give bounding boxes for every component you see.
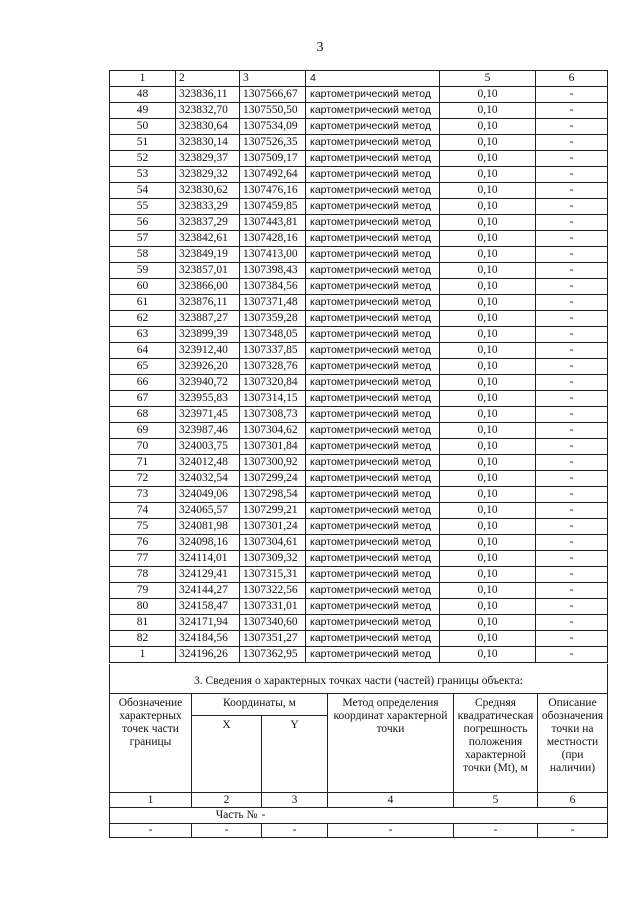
coord-y-cell: 1307301,84: [240, 439, 306, 455]
table-row: [110, 487, 608, 503]
col-number: 6: [538, 793, 608, 808]
description-cell: -: [536, 583, 608, 599]
coord-y-cell: 1307398,43: [240, 263, 306, 279]
coord-y-cell: 1307304,61: [240, 535, 306, 551]
method-cell: картометрический метод: [306, 167, 440, 183]
coord-y-cell: 1307322,56: [240, 583, 306, 599]
point-number-cell: 49: [110, 103, 176, 119]
coord-y-cell: 1307308,73: [240, 407, 306, 423]
coord-x-cell: 324114,01: [176, 551, 240, 567]
section3-title: 3. Сведения о характерных точках части (частей) границы объекта:: [110, 664, 608, 694]
description-cell: -: [536, 439, 608, 455]
coord-x-cell: 323899,39: [176, 327, 240, 343]
coord-x-cell: 324098,16: [176, 535, 240, 551]
error-cell: 0,10: [440, 567, 536, 583]
coord-x-cell: 323857,01: [176, 263, 240, 279]
point-number-cell: 81: [110, 615, 176, 631]
table-row: [110, 471, 608, 487]
description-cell: -: [536, 535, 608, 551]
description-cell: -: [536, 311, 608, 327]
error-cell: 0,10: [440, 135, 536, 151]
coord-y-cell: 1307320,84: [240, 375, 306, 391]
coord-y-cell: 1307359,28: [240, 311, 306, 327]
col-coords-header: Координаты, м: [192, 694, 328, 716]
coord-y-cell: 1307309,32: [240, 551, 306, 567]
col-description-header: Описание обозначения точки на местности (при наличии): [538, 694, 608, 793]
table-row: [110, 343, 608, 359]
error-cell: 0,10: [440, 551, 536, 567]
table-row: [110, 551, 608, 567]
point-number-cell: 73: [110, 487, 176, 503]
coord-x-cell: 323830,14: [176, 135, 240, 151]
description-cell: -: [536, 407, 608, 423]
error-cell: 0,10: [440, 423, 536, 439]
table-row: [110, 119, 608, 135]
coord-x-cell: 323849,19: [176, 247, 240, 263]
method-cell: картометрический метод: [306, 407, 440, 423]
point-number-cell: 76: [110, 535, 176, 551]
col-number: 1: [110, 793, 192, 808]
error-cell: 0,10: [440, 391, 536, 407]
description-cell: -: [536, 295, 608, 311]
description-cell: -: [536, 87, 608, 103]
error-cell: 0,10: [440, 455, 536, 471]
method-cell: картометрический метод: [306, 647, 440, 663]
coord-x-cell: 324012,48: [176, 455, 240, 471]
description-cell: -: [536, 615, 608, 631]
table-row: [110, 135, 608, 151]
coord-x-cell: 323832,70: [176, 103, 240, 119]
description-cell: -: [536, 343, 608, 359]
point-number-cell: 66: [110, 375, 176, 391]
table-row: [110, 103, 608, 119]
method-cell: картометрический метод: [306, 215, 440, 231]
coord-x-cell: 323876,11: [176, 295, 240, 311]
table-row: [110, 535, 608, 551]
error-cell: 0,10: [440, 311, 536, 327]
table-row: [110, 311, 608, 327]
error-cell: 0,10: [440, 295, 536, 311]
description-cell: -: [536, 599, 608, 615]
method-cell: картометрический метод: [306, 311, 440, 327]
coord-y-cell: 1307299,21: [240, 503, 306, 519]
coord-x-cell: 323829,37: [176, 151, 240, 167]
col-error-header: Средняя квадратическая погрешность положения характерной точки (Mt), м: [454, 694, 538, 793]
point-number-cell: 75: [110, 519, 176, 535]
description-cell: -: [536, 375, 608, 391]
method-cell: картометрический метод: [306, 375, 440, 391]
error-cell: 0,10: [440, 439, 536, 455]
error-cell: 0,10: [440, 343, 536, 359]
coord-y-cell: 1307534,09: [240, 119, 306, 135]
description-cell: -: [536, 119, 608, 135]
method-cell: картометрический метод: [306, 263, 440, 279]
error-cell: 0,10: [440, 279, 536, 295]
coord-x-cell: 324196,26: [176, 647, 240, 663]
table-row: [110, 423, 608, 439]
description-cell: -: [536, 359, 608, 375]
boundary-points-table: [109, 70, 608, 663]
point-number-cell: 78: [110, 567, 176, 583]
coord-x-cell: 323971,45: [176, 407, 240, 423]
point-number-cell: 56: [110, 215, 176, 231]
empty-cell: -: [328, 824, 454, 838]
description-cell: -: [536, 151, 608, 167]
description-cell: -: [536, 279, 608, 295]
description-cell: -: [536, 631, 608, 647]
coord-y-cell: 1307300,92: [240, 455, 306, 471]
method-cell: картометрический метод: [306, 119, 440, 135]
column-number: 4: [306, 71, 440, 87]
point-number-cell: 80: [110, 599, 176, 615]
error-cell: 0,10: [440, 583, 536, 599]
error-cell: 0,10: [440, 263, 536, 279]
error-cell: 0,10: [440, 87, 536, 103]
empty-cell: -: [110, 824, 192, 838]
method-cell: картометрический метод: [306, 551, 440, 567]
coord-x-cell: 323940,72: [176, 375, 240, 391]
point-number-cell: 74: [110, 503, 176, 519]
point-number-cell: 50: [110, 119, 176, 135]
coord-y-cell: 1307314,15: [240, 391, 306, 407]
table-row: [110, 631, 608, 647]
description-cell: -: [536, 471, 608, 487]
description-cell: -: [536, 215, 608, 231]
method-cell: картометрический метод: [306, 599, 440, 615]
error-cell: 0,10: [440, 167, 536, 183]
description-cell: -: [536, 183, 608, 199]
description-cell: -: [536, 231, 608, 247]
error-cell: 0,10: [440, 519, 536, 535]
page-number: 3: [316, 40, 324, 55]
point-number-cell: 69: [110, 423, 176, 439]
coord-y-cell: 1307428,16: [240, 231, 306, 247]
point-number-cell: 59: [110, 263, 176, 279]
table-row: [110, 247, 608, 263]
coord-y-cell: 1307298,54: [240, 487, 306, 503]
coord-y-cell: 1307315,31: [240, 567, 306, 583]
header-row: [110, 71, 608, 87]
col-designation-header: Обозначение характерных точек части границы: [110, 694, 192, 793]
method-cell: картометрический метод: [306, 199, 440, 215]
table-row: [110, 215, 608, 231]
table-row: [110, 599, 608, 615]
point-number-cell: 64: [110, 343, 176, 359]
coord-x-cell: 323836,11: [176, 87, 240, 103]
table-row: [110, 583, 608, 599]
coord-x-cell: 324065,57: [176, 503, 240, 519]
empty-cell: -: [454, 824, 538, 838]
coord-x-cell: 323955,83: [176, 391, 240, 407]
table-row: [110, 279, 608, 295]
method-cell: картометрический метод: [306, 231, 440, 247]
table-row: [110, 391, 608, 407]
method-cell: картометрический метод: [306, 151, 440, 167]
coord-x-cell: 324049,06: [176, 487, 240, 503]
coord-x-cell: 324032,54: [176, 471, 240, 487]
coord-x-cell: 324144,27: [176, 583, 240, 599]
point-number-cell: 77: [110, 551, 176, 567]
coord-y-cell: 1307362,95: [240, 647, 306, 663]
table-row: [110, 151, 608, 167]
coord-y-cell: 1307550,50: [240, 103, 306, 119]
col-number: 5: [454, 793, 538, 808]
coord-x-cell: 323829,32: [176, 167, 240, 183]
description-cell: -: [536, 423, 608, 439]
method-cell: картометрический метод: [306, 439, 440, 455]
description-cell: -: [536, 103, 608, 119]
description-cell: -: [536, 263, 608, 279]
coord-y-cell: 1307443,81: [240, 215, 306, 231]
coord-y-cell: 1307351,27: [240, 631, 306, 647]
coord-y-cell: 1307340,60: [240, 615, 306, 631]
table-row: [110, 359, 608, 375]
point-number-cell: 63: [110, 327, 176, 343]
point-number-cell: 67: [110, 391, 176, 407]
error-cell: 0,10: [440, 471, 536, 487]
method-cell: картометрический метод: [306, 183, 440, 199]
coord-x-cell: 324129,41: [176, 567, 240, 583]
coord-y-cell: 1307413,00: [240, 247, 306, 263]
error-cell: 0,10: [440, 487, 536, 503]
description-cell: -: [536, 199, 608, 215]
method-cell: картометрический метод: [306, 343, 440, 359]
empty-cell: -: [192, 824, 262, 838]
table-row: [110, 615, 608, 631]
col-number: 4: [328, 793, 454, 808]
coord-y-cell: 1307301,24: [240, 519, 306, 535]
method-cell: картометрический метод: [306, 327, 440, 343]
description-cell: -: [536, 567, 608, 583]
column-number: 6: [536, 71, 608, 87]
method-cell: картометрический метод: [306, 535, 440, 551]
point-number-cell: 55: [110, 199, 176, 215]
error-cell: 0,10: [440, 631, 536, 647]
method-cell: картометрический метод: [306, 279, 440, 295]
table-row: [110, 231, 608, 247]
coord-x-cell: 323833,29: [176, 199, 240, 215]
method-cell: картометрический метод: [306, 135, 440, 151]
error-cell: 0,10: [440, 407, 536, 423]
table-row: [110, 167, 608, 183]
coord-y-cell: 1307348,05: [240, 327, 306, 343]
point-number-cell: 70: [110, 439, 176, 455]
coord-x-cell: 323866,00: [176, 279, 240, 295]
description-cell: -: [536, 647, 608, 663]
col-number: 2: [192, 793, 262, 808]
coord-x-cell: 324171,94: [176, 615, 240, 631]
column-number: 1: [110, 71, 176, 87]
coord-y-cell: 1307328,76: [240, 359, 306, 375]
method-cell: картометрический метод: [306, 423, 440, 439]
table-row: [110, 647, 608, 663]
description-cell: -: [536, 503, 608, 519]
description-cell: -: [536, 551, 608, 567]
point-number-cell: 82: [110, 631, 176, 647]
table-row: [110, 263, 608, 279]
point-number-cell: 51: [110, 135, 176, 151]
error-cell: 0,10: [440, 615, 536, 631]
coord-y-cell: 1307299,24: [240, 471, 306, 487]
table-row: [110, 503, 608, 519]
description-cell: -: [536, 455, 608, 471]
col-number: 3: [262, 793, 328, 808]
col-method-header: Метод определения координат характерной точки: [328, 694, 454, 793]
part-value: -: [262, 808, 328, 824]
point-number-cell: 48: [110, 87, 176, 103]
method-cell: картометрический метод: [306, 87, 440, 103]
coord-x-cell: 324184,56: [176, 631, 240, 647]
col-x-header: X: [192, 716, 262, 793]
method-cell: картометрический метод: [306, 295, 440, 311]
coord-y-cell: 1307384,56: [240, 279, 306, 295]
coord-y-cell: 1307371,48: [240, 295, 306, 311]
point-number-cell: 62: [110, 311, 176, 327]
point-number-cell: 72: [110, 471, 176, 487]
point-number-cell: 53: [110, 167, 176, 183]
description-cell: -: [536, 391, 608, 407]
column-number: 5: [440, 71, 536, 87]
error-cell: 0,10: [440, 359, 536, 375]
point-number-cell: 54: [110, 183, 176, 199]
point-number-cell: 68: [110, 407, 176, 423]
error-cell: 0,10: [440, 375, 536, 391]
table-row: [110, 375, 608, 391]
table-row: [110, 199, 608, 215]
coord-y-cell: 1307509,17: [240, 151, 306, 167]
method-cell: картометрический метод: [306, 631, 440, 647]
error-cell: 0,10: [440, 103, 536, 119]
table-row: [110, 407, 608, 423]
coord-x-cell: 324081,98: [176, 519, 240, 535]
method-cell: картометрический метод: [306, 455, 440, 471]
part-label: Часть №: [192, 808, 262, 824]
table-row: [110, 567, 608, 583]
error-cell: 0,10: [440, 503, 536, 519]
point-number-cell: 58: [110, 247, 176, 263]
coord-y-cell: 1307304,62: [240, 423, 306, 439]
method-cell: картометрический метод: [306, 615, 440, 631]
coord-x-cell: 323837,29: [176, 215, 240, 231]
table-row: [110, 295, 608, 311]
col-y-header: Y: [262, 716, 328, 793]
coord-x-cell: 323887,27: [176, 311, 240, 327]
method-cell: картометрический метод: [306, 503, 440, 519]
error-cell: 0,10: [440, 183, 536, 199]
description-cell: -: [536, 135, 608, 151]
method-cell: картометрический метод: [306, 487, 440, 503]
method-cell: картометрический метод: [306, 519, 440, 535]
error-cell: 0,10: [440, 119, 536, 135]
coord-x-cell: 323842,61: [176, 231, 240, 247]
coord-y-cell: 1307331,01: [240, 599, 306, 615]
point-number-cell: 65: [110, 359, 176, 375]
table-row: [110, 519, 608, 535]
coord-x-cell: 323830,64: [176, 119, 240, 135]
empty-cell: -: [538, 824, 608, 838]
description-cell: -: [536, 487, 608, 503]
column-number: 3: [240, 71, 306, 87]
error-cell: 0,10: [440, 535, 536, 551]
method-cell: картометрический метод: [306, 471, 440, 487]
point-number-cell: 79: [110, 583, 176, 599]
coord-x-cell: 323830,62: [176, 183, 240, 199]
point-number-cell: 60: [110, 279, 176, 295]
coord-y-cell: 1307492,64: [240, 167, 306, 183]
coord-x-cell: 324003,75: [176, 439, 240, 455]
point-number-cell: 1: [110, 647, 176, 663]
point-number-cell: 61: [110, 295, 176, 311]
coord-y-cell: 1307526,35: [240, 135, 306, 151]
coord-y-cell: 1307476,16: [240, 183, 306, 199]
table-row: [110, 455, 608, 471]
error-cell: 0,10: [440, 215, 536, 231]
error-cell: 0,10: [440, 231, 536, 247]
description-cell: -: [536, 247, 608, 263]
empty-cell: -: [262, 824, 328, 838]
description-cell: -: [536, 167, 608, 183]
method-cell: картометрический метод: [306, 359, 440, 375]
coord-x-cell: 323926,20: [176, 359, 240, 375]
coord-y-cell: 1307566,67: [240, 87, 306, 103]
method-cell: картометрический метод: [306, 583, 440, 599]
coord-x-cell: 323912,40: [176, 343, 240, 359]
point-number-cell: 71: [110, 455, 176, 471]
error-cell: 0,10: [440, 327, 536, 343]
column-number: 2: [176, 71, 240, 87]
description-cell: -: [536, 327, 608, 343]
error-cell: 0,10: [440, 647, 536, 663]
coord-y-cell: 1307459,85: [240, 199, 306, 215]
coord-x-cell: 324158,47: [176, 599, 240, 615]
table-row: [110, 183, 608, 199]
table-row: [110, 439, 608, 455]
point-number-cell: 57: [110, 231, 176, 247]
method-cell: картометрический метод: [306, 103, 440, 119]
error-cell: 0,10: [440, 247, 536, 263]
error-cell: 0,10: [440, 151, 536, 167]
error-cell: 0,10: [440, 599, 536, 615]
coord-y-cell: 1307337,85: [240, 343, 306, 359]
method-cell: картометрический метод: [306, 247, 440, 263]
point-number-cell: 52: [110, 151, 176, 167]
table-row: [110, 87, 608, 103]
table-row: [110, 327, 608, 343]
section3-table: [109, 664, 608, 838]
description-cell: -: [536, 519, 608, 535]
method-cell: картометрический метод: [306, 567, 440, 583]
coord-x-cell: 323987,46: [176, 423, 240, 439]
method-cell: картометрический метод: [306, 391, 440, 407]
error-cell: 0,10: [440, 199, 536, 215]
